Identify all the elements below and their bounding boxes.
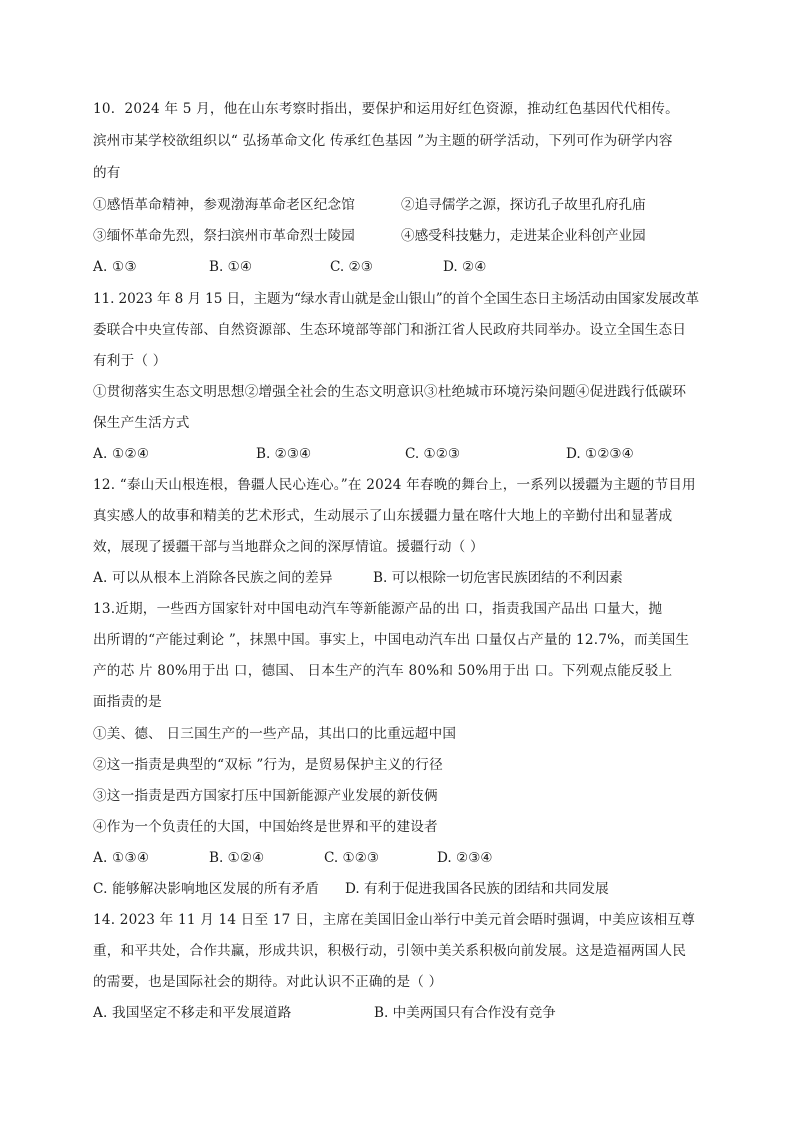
q13-item-3: ③这一指责是西方国家打压中国新能源产业发展的新伎俩	[93, 788, 438, 804]
q14-stem-line-2: 重，和平共处，合作共赢，形成共识，积极行动，引领中美关系积极向前发展。这是造福两国人民	[93, 943, 687, 959]
q10-option-b[interactable]: B. ①④	[209, 259, 253, 275]
q11-option-a[interactable]: A. ①②④	[93, 446, 150, 462]
q10-item-2: ②追寻儒学之源，探访孔子故里孔府孔庙	[401, 197, 646, 213]
q13-stem-line-2: 出所谓的“产能过剩论 ”，抹黑中国。事实上，中国电动汽车出 口量仅占产量的 12.7%，而美国生	[93, 632, 690, 648]
q10-stem-line-2: 滨州市某学校欲组织以“ 弘扬革命文化 传承红色基因 ”为主题的研学活动，下列可作为研学内容	[93, 133, 673, 149]
q11-items-line-2: 保生产生活方式	[93, 415, 190, 431]
q10-stem-line-3: 的有	[93, 165, 121, 181]
q13-stem-line-4: 面指责的是	[93, 694, 162, 710]
q13-item-4: ④作为一个负责任的大国，中国始终是世界和平的建设者	[93, 819, 438, 835]
q12-option-a[interactable]: A. 可以从根本上消除各民族之间的差异	[93, 570, 333, 586]
q12-stem-line-3: 效，展现了援疆干部与当地群众之间的深厚情谊。援疆行动（ ）	[93, 539, 484, 555]
q13-stem-line-3: 产的芯 片 80%用于出 口，德国、 日本生产的汽车 80%和 50%用于出 口。下列观点能反驳上	[93, 663, 673, 679]
q11-option-c[interactable]: C. ①②③	[405, 446, 461, 462]
q13-item-2: ②这一指责是典型的“双标 ”行为，是贸易保护主义的行径	[93, 757, 443, 773]
q12-option-b[interactable]: B. 可以根除一切危害民族团结的不利因素	[373, 570, 623, 586]
q10-item-3: ③缅怀革命先烈，祭扫滨州市革命烈士陵园	[93, 228, 356, 244]
q10-option-c[interactable]: C. ②③	[330, 259, 373, 275]
q13-option-a[interactable]: A. ①③④	[93, 850, 150, 866]
q10-option-d[interactable]: D. ②④	[443, 259, 487, 275]
q10-option-a[interactable]: A. ①③	[93, 259, 137, 275]
q13-option-c[interactable]: C. ①②③	[324, 850, 380, 866]
q12-stem-line-2: 真实感人的故事和精美的艺术形式，生动展示了山东援疆力量在喀什大地上的辛勤付出和显著成	[93, 508, 673, 524]
q14-option-a[interactable]: A. 我国坚定不移走和平发展道路	[93, 1005, 292, 1021]
q10-item-4: ④感受科技魅力，走进某企业科创产业园	[401, 228, 646, 244]
q11-stem-line-3: 有利于（ ）	[93, 353, 167, 369]
q13-option-d[interactable]: D. ②③④	[437, 850, 493, 866]
q11-stem-line-2: 委联合中央宣传部、自然资源部、生态环境部等部门和浙江省人民政府共同举办。设立全国生态日	[93, 322, 687, 338]
q11-items-line-1: ①贯彻落实生态文明思想②增强全社会的生态文明意识③杜绝城市环境污染问题④促进践行低碳环	[93, 384, 687, 400]
q10-item-1: ①感悟革命精神，参观渤海革命老区纪念馆	[93, 197, 356, 213]
q14-option-b[interactable]: B. 中美两国只有合作没有竞争	[374, 1005, 556, 1021]
q12-option-c[interactable]: C. 能够解决影响地区发展的所有矛盾	[93, 881, 320, 897]
q12-stem-line-1: 12. “泰山天山根连根，鲁疆人民心连心。”在 2024 年春晚的舞台上，一系列以援疆为主题的节目用	[93, 477, 696, 493]
q13-option-b[interactable]: B. ①②④	[209, 850, 265, 866]
q13-item-1: ①美、德、 日三国生产的一些产品，其出口的比重远超中国	[93, 726, 457, 742]
q10-stem-line-1: 10．2024 年 5 月，他在山东考察时指出，要保护和运用好红色资源，推动红色基因代代相传。	[93, 101, 679, 117]
q14-stem-line-1: 14. 2023 年 11 月 14 日至 17 日，主席在美国旧金山举行中美元首会晤时强调，中美应该相互尊	[93, 912, 696, 928]
q12-option-d[interactable]: D. 有利于促进我国各民族的团结和共同发展	[345, 881, 609, 897]
q14-stem-line-3: 的需要，也是国际社会的期待。对此认识不正确的是（ ）	[93, 974, 443, 990]
q11-stem-line-1: 11. 2023 年 8 月 15 日，主题为“绿水青山就是金山银山”的首个全国生态日主场活动由国家发展改革	[93, 291, 699, 307]
q13-stem-line-1: 13.近期，一些西方国家针对中国电动汽车等新能源产品的出 口，指责我国产品出 口量大，抛	[93, 601, 663, 617]
q11-option-b[interactable]: B. ②③④	[256, 446, 312, 462]
q11-option-d[interactable]: D. ①②③④	[566, 446, 634, 462]
